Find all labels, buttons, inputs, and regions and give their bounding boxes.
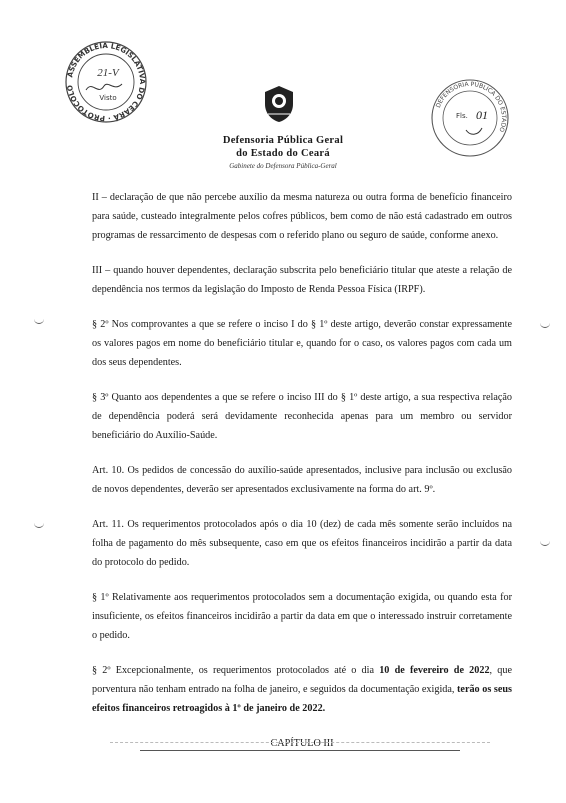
paragraph-art-11-par-2 [92,661,512,718]
footer-rule [140,750,460,751]
paragraph-art-11-par-1: § 1º Relativamente aos requerimentos protocolados sem a documentação exigida, ou quando esta for insuficiente, os efeitos financeiros incidirão a partir da data em que o interessado instruir corretamente o pedido. [92,592,512,641]
stamp-right-fls-value: 01 [476,108,488,122]
chapter-heading: CAPÍTULO III [270,738,334,749]
initials-scribble [466,128,482,134]
highlight-date: 10 de fevereiro de 2022 [379,665,490,676]
paragraph-art-11: Art. 11. Os requerimentos protocolados após o dia 10 (dez) de cada mês somente serão incluídos na folha de pagamento do mês subsequente, caso em que os efeitos financeiros incidirão a partir da data do protocolo do pedido. [92,519,512,568]
header-office: Gabinete do Defensora Pública-Geral [229,162,337,170]
text-run: § 2º Excepcionalmente, os requerimentos protocolados até o dia [92,665,380,676]
document-body [92,188,512,769]
scan-mark [540,322,550,328]
coat-of-arms-icon [262,84,296,124]
paragraph-art-10: Art. 10. Os pedidos de concessão do auxílio-saúde apresentados, inclusive para inclusão ou exclusão de novos dependentes, deverão ser apresentados exclusivamente na forma do art. 9º. [92,465,512,495]
header-institution: Defensoria Pública Geral [222,135,344,146]
stamp-right-ring-text: DEFENSORIA PÚBLICA DO ESTADO [434,80,508,133]
scan-mark [34,522,44,528]
scan-mark [34,318,44,324]
paragraph-par-2: § 2º Nos comprovantes a que se refere o inciso I do § 1º deste artigo, deverão constar expressamente os valores pagos em nome do beneficiário titular e, quando for o caso, os valores pagos com cada um dos seus dependentes. [92,319,512,368]
signature-scribble [86,84,122,90]
highlight-effects: terão os seus efeitos financeiros retroagidos à 1º de janeiro de 2022. [92,684,512,714]
scan-mark [540,540,550,546]
stamp-left-note: 21-V [97,67,119,79]
footer-divider [110,742,490,743]
paragraph-par-3: § 3º Quanto aos dependentes a que se refere o inciso III do § 1º deste artigo, a sua respectiva relação de dependência poderá será devidamente reconhecida apenas para um membro ou servidor beneficiário do Auxílio-Saúde. [92,392,512,441]
folio-stamp-right [430,78,510,158]
paragraph-inciso-ii: II – declaração de que não percebe auxílio da mesma natureza ou outra forma de benefício financeiro para saúde, custeado integralmente pelos cofres públicos, bem como de não está cadastrado em outros programas de ressarcimento de despesas com o referido plano ou seguro de saúde, conforme anexo. [92,192,512,241]
stamp-left-visto: Visto [99,94,117,102]
header-state: do Estado do Ceará [236,148,330,159]
paragraph-inciso-iii: III – quando houver dependentes, declaração subscrita pelo beneficiário titular que ateste a relação de dependência nos termos da legislação do Imposto de Renda Pessoa Física (IRPF). [92,265,512,295]
protocol-stamp-left [64,40,148,124]
stamp-right-fls-label: Fls. [456,112,468,120]
text-run: , que porventura não tenham entrado na folha de janeiro, e seguidos da documentação exigida, [92,665,512,695]
stamp-left-ring-text: ASSEMBLEIA LEGISLATIVA DO CEARÁ · PROTOCOLO [65,40,148,124]
